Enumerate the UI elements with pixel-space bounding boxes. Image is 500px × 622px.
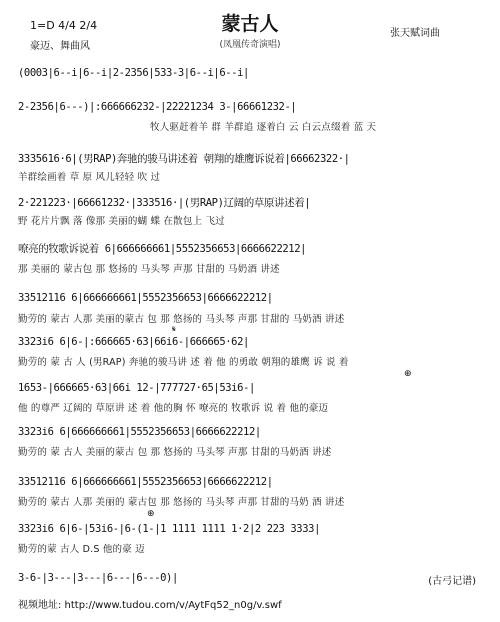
score-line-4-notes: 2·221223·|66661232·|333516·|(男RAP)辽阔的草原讲述着| — [18, 197, 311, 209]
score-line-9-notes: 3323i6 6|666666661|5552356653|6666622212| — [18, 426, 261, 438]
score-line-8-notes: 1653-|666665·63|66i 12-|777727·65|53i6-| — [18, 382, 255, 394]
score-line-8-lyrics: 他 的尊严 辽阔的 草原讲 述 着 他的胸 怀 嘹亮的 牧歌诉 说 着 他的豪迈 — [18, 403, 329, 414]
performer: (凤凰传奇演唱) — [219, 40, 281, 50]
score-line-5-lyrics: 那 美丽的 蒙古包 那 悠扬的 马头琴 声那 甘甜的 马奶酒 讲述 — [18, 264, 280, 275]
score-line-9-lyrics: 勤劳的 蒙 古人 美丽的蒙古 包 那 悠扬的 马头琴 声那 甘甜的马奶酒 讲述 — [18, 447, 332, 458]
score-line-2-notes: 2-2356|6---)|:666666232-|22221234 3-|66661232-| — [18, 101, 297, 113]
coda-sign-2: ⊕ — [147, 509, 155, 519]
score-line-12-notes: 3-6-|3---|3---|6---|6---0)| — [18, 572, 178, 584]
score-line-7-lyrics: 勤劳的 蒙 古 人 (男RAP) 奔驰的骏马讲 述 着 他 的勇敢 朝翔的雄鹰 诉 说 着 — [18, 357, 349, 368]
score-line-7-notes: 3323i6 6|6-|:666665·63|66i6-|666665·62| — [18, 336, 249, 348]
score-line-11-notes: 3323i6 6|6-|53i6-|6-(1-|1 1111 1111 1·2|2 223 3333| — [18, 523, 320, 535]
score-line-11-lyrics: 勤劳的蒙 古人 D.S 他的豪 迈 — [18, 544, 145, 555]
segno-sign: 𝄋 — [172, 325, 176, 335]
song-title: 蒙古人 — [221, 13, 279, 35]
score-line-10-lyrics: 勤劳的 蒙古 人那 美丽的 蒙古包 那 悠扬的 马头琴 声那 甘甜的马奶 酒 讲述 — [18, 497, 345, 508]
composer-credit: 张天赋词曲 — [390, 28, 440, 39]
score-line-3-notes: 3335616·6|(男RAP)奔驰的骏马讲述着 朝翔的雄鹰诉说着|66662322·| — [18, 153, 350, 165]
score-line-1-notes: (0003|6--i|6--i|2-2356|533-3|6--i|6--i| — [18, 67, 249, 79]
score-line-6-notes: 33512116 6|666666661|5552356653|6666622212| — [18, 292, 273, 304]
video-link[interactable]: 视频地址: http://www.tudou.com/v/AytFq52_n0g/v.swf — [18, 600, 282, 611]
transcriber-credit: (古弓记谱) — [428, 576, 476, 587]
score-line-6-lyrics: 勤劳的 蒙古 人那 美丽的蒙古 包 那 悠扬的 马头琴 声那 甘甜的 马奶酒 讲述 — [18, 314, 345, 325]
score-line-3-lyrics: 羊群绘画着 草 原 风儿轻轻 吹 过 — [18, 172, 161, 183]
score-line-4-lyrics: 野 花片片飘 落 像那 美丽的蝴 蝶 在散包上 飞过 — [18, 216, 225, 227]
tempo-style: 豪迈、舞曲风 — [30, 41, 90, 52]
coda-sign-1: ⊕ — [404, 369, 412, 379]
score-line-5-notes: 嘹亮的牧歌诉说着 6|666666661|5552356653|6666622212| — [18, 243, 307, 255]
key-signature: 1=D 4/4 2/4 — [30, 19, 98, 32]
score-line-2-lyrics: 牧人驱赶着羊 群 羊群追 逐着白 云 白云点缀着 蓝 天 — [150, 122, 377, 133]
score-line-10-notes: 33512116 6|666666661|5552356653|6666622212| — [18, 476, 273, 488]
